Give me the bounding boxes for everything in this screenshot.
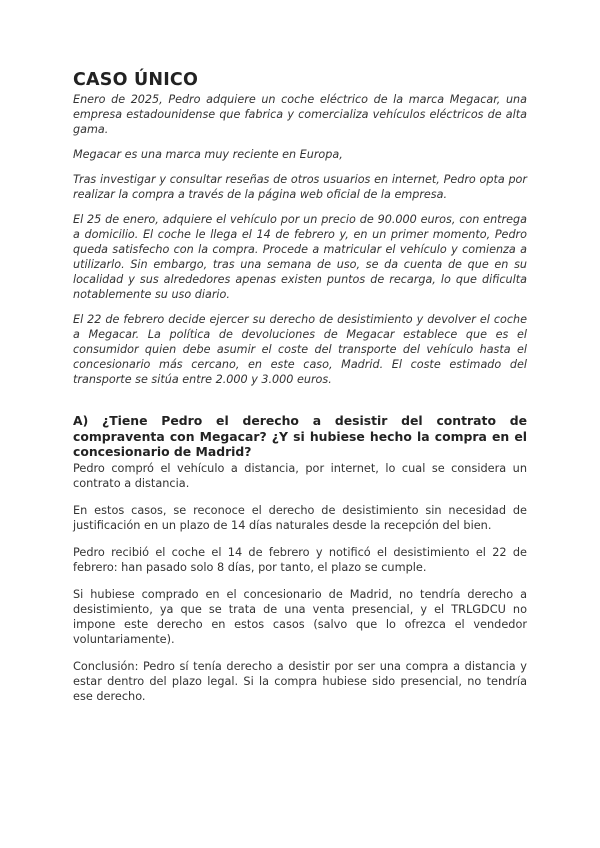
case-paragraph-3: Tras investigar y consultar reseñas de otros usuarios en internet, Pedro opta por realizar la compra a través de la página web oficial de la empresa. — [73, 173, 527, 201]
answer-paragraph-3: Pedro recibió el coche el 14 de febrero y notificó el desistimiento el 22 de febrero: han pasado solo 8 días, por tanto, el plazo se cumple. — [73, 545, 527, 574]
case-paragraph-1: Enero de 2025, Pedro adquiere un coche eléctrico de la marca Megacar, una empresa estadounidense que fabrica y comercializa vehículos eléctricos de alta gama. — [73, 93, 527, 136]
answer-paragraph-4: Si hubiese comprado en el concesionario de Madrid, no tendría derecho a desistimiento, ya que se trata de una venta presencial, y el TRLGDCU no impone este derecho en estos casos (salvo que lo ofrezca el vendedor voluntariamente). — [73, 587, 527, 646]
answer-paragraph-1: Pedro compró el vehículo a distancia, por internet, lo cual se considera un contrato a distancia. — [73, 461, 527, 490]
case-statement — [73, 92, 527, 387]
document-page — [73, 70, 527, 716]
case-paragraph-4: El 25 de enero, adquiere el vehículo por un precio de 90.000 euros, con entrega a domicilio. El coche le llega el 14 de febrero y, en un primer momento, Pedro queda satisfecho con la compra. Procede a matricular el vehículo y comienza a utilizarlo. Sin embargo, tras una semana de uso, se da cuenta de que en su localidad y sus alrededores apenas existen puntos de recarga, lo que dificulta notablemente su uso diario. — [73, 213, 527, 301]
document-title: CASO ÚNICO — [73, 70, 199, 90]
case-paragraph-5: El 22 de febrero decide ejercer su derecho de desistimiento y devolver el coche a Megacar. La política de devoluciones de Megacar establece que es el consumidor quien debe asumir el coste del transporte del vehículo hasta el concesionario más cercano, en este caso, Madrid. El coste estimado del transporte se sitúa entre 2.000 y 3.000 euros. — [73, 313, 527, 386]
answer-paragraph-2: En estos casos, se reconoce el derecho de desistimiento sin necesidad de justificación en un plazo de 14 días naturales desde la recepción del bien. — [73, 503, 527, 532]
case-paragraph-2: Megacar es una marca muy reciente en Europa, — [73, 148, 343, 161]
answer-section — [73, 461, 527, 704]
question-heading: A) ¿Tiene Pedro el derecho a desistir del contrato de compraventa con Megacar? ¿Y si hubiese hecho la compra en el concesionario de Madrid? — [73, 413, 527, 459]
answer-conclusion: Conclusión: Pedro sí tenía derecho a desistir por ser una compra a distancia y estar dentro del plazo legal. Si la compra hubiese sido presencial, no tendría ese derecho. — [73, 659, 527, 703]
